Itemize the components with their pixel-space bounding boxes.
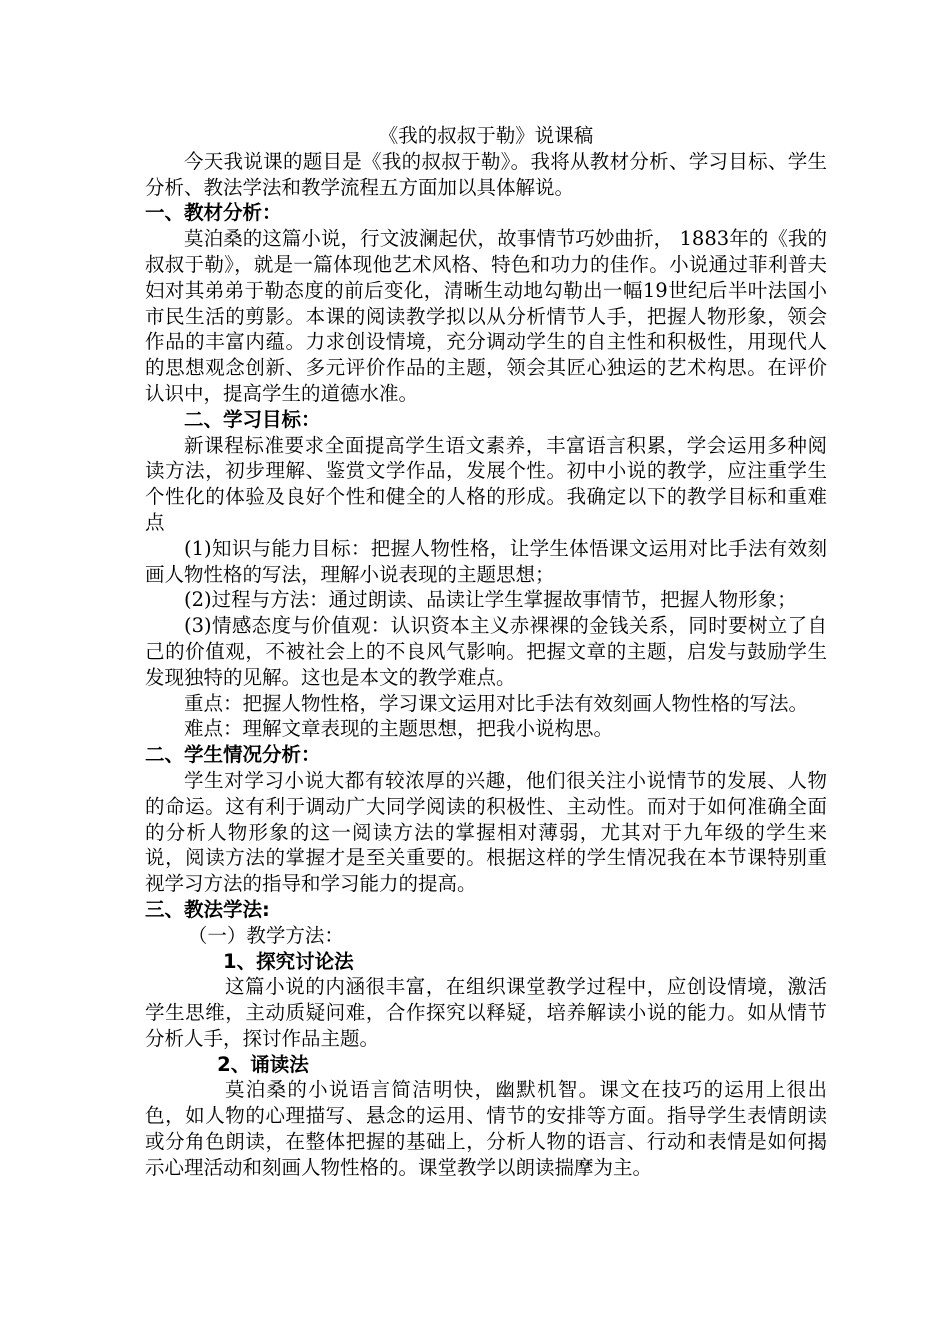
method-1-title: 1、探究讨论法 <box>223 949 354 973</box>
section-heading-teaching-methods: 三、教法学法: <box>145 897 270 921</box>
learning-goals-paragraph: 新课程标准要求全面提高学生语文素养，丰富语言积累，学会运用多种阅读方法，初步理解、鉴赏文学作品，发展个性。初中小说的教学，应注重学生个性化的体验及良好个性和健全的人格的形成。我确定以下的教学目标和重难点 <box>145 433 827 534</box>
section-heading-learning-goals: 二、学习目标： <box>184 407 321 431</box>
document-title: 《我的叔叔于勒》说课稿 <box>378 124 594 147</box>
key-point: 重点：把握人物性格，学习课文运用对比手法有效刻画人物性格的写法。 <box>184 691 809 715</box>
section-heading-textbook-analysis: 一、教材分析： <box>145 201 282 225</box>
textbook-analysis-paragraph: 莫泊桑的这篇小说，行文波澜起伏，故事情节巧妙曲折， 1883年的《我的叔叔于勒》，就是一篇体现他艺术风格、特色和功力的佳作。小说通过菲利普夫妇对其弟弟于勒态度的前后变化，清晰生动地勾勒出一幅19世纪后半叶法国小市民生活的剪影。本课的阅读教学拟以从分析情节人手，把握人物形象，领会作品的丰富内蕴。力求创设情境，充分调动学生的自主性和积极性，用现代人的思想观念创新、多元评价作品的主题，领会其匠心独运的艺术构思。在评价认识中，提高学生的道德水准。 <box>145 227 827 405</box>
goal-3: (3)情感态度与价值观：认识资本主义赤裸裸的金钱关系，同时要树立了自己的价值观，不被社会上的不良风气影响。把握文章的主题，启发与鼓励学生发现独特的见解。这也是本文的教学难点。 <box>145 614 827 689</box>
method-1-paragraph: 这篇小说的内涵很丰富，在组织课堂教学过程中，应创设情境，激活学生思维，主动质疑问难，合作探究以释疑，培养解读小说的能力。如从情节分析人手，探讨作品主题。 <box>145 975 827 1050</box>
goal-2: (2)过程与方法：通过朗读、品读让学生掌握故事情节，把握人物形象； <box>184 588 797 612</box>
method-2-title: 2、诵读法 <box>217 1052 309 1076</box>
student-analysis-paragraph: 学生对学习小说大都有较浓厚的兴趣，他们很关注小说情节的发展、人物的命运。这有利于调动广大同学阅读的积极性、主动性。而对于如何准确全面的分析人物形象的这一阅读方法的掌握相对薄弱，尤其对于九年级的学生来说，阅读方法的掌握才是至关重要的。根据这样的学生情况我在本节课特别重视学习方法的指导和学习能力的提高。 <box>145 768 827 896</box>
document-body <box>145 123 827 1181</box>
method-2-paragraph: 莫泊桑的小说语言简洁明快，幽默机智。课文在技巧的运用上很出色，如人物的心理描写、悬念的运用、情节的安排等方面。指导学生表情朗读或分角色朗读，在整体把握的基础上，分析人物的语言、行动和表情是如何揭示心理活动和刻画人物性格的。课堂教学以朗读揣摩为主。 <box>145 1078 827 1179</box>
section-heading-student-analysis: 二、学生情况分析： <box>145 743 321 767</box>
teaching-methods-subheading: （一）教学方法： <box>187 923 344 947</box>
goal-1: (1)知识与能力目标：把握人物性格，让学生体悟课文运用对比手法有效刻画人物性格的写法，理解小说表现的主题思想； <box>145 536 827 586</box>
difficulty-point: 难点：理解文章表现的主题思想，把我小说构思。 <box>184 717 614 741</box>
intro-paragraph: 今天我说课的题目是《我的叔叔于勒》。我将从教材分析、学习目标、学生分析、教法学法和教学流程五方面加以具体解说。 <box>145 149 827 199</box>
